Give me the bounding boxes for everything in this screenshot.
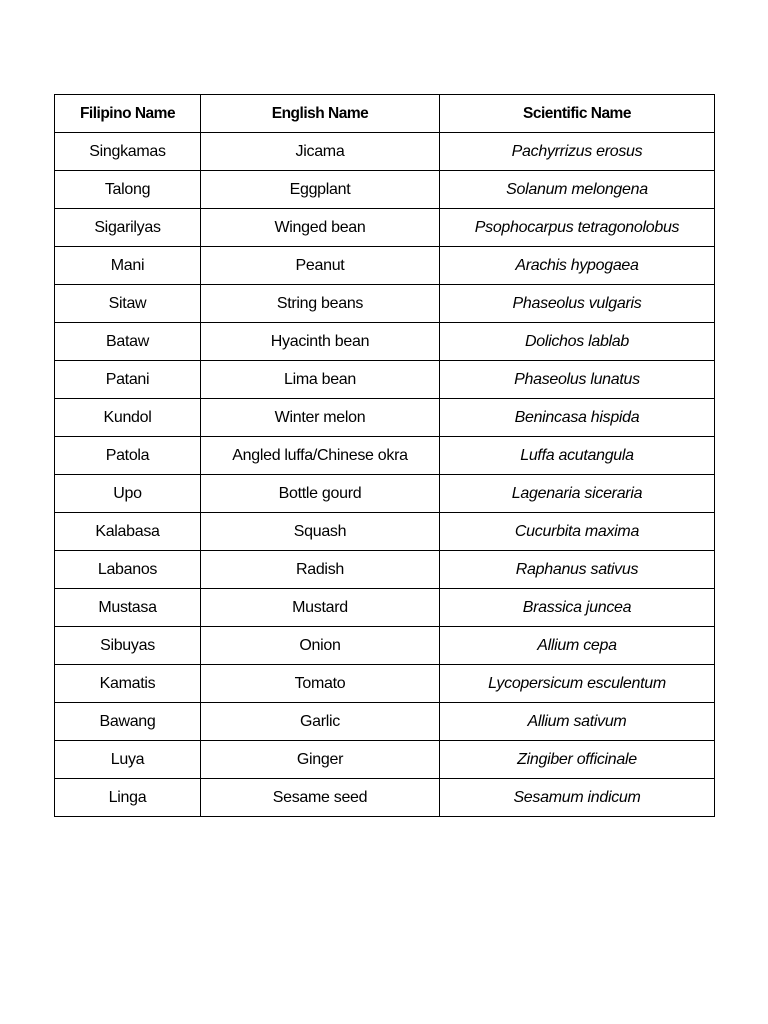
filipino-name-cell: Sitaw xyxy=(55,285,201,323)
scientific-name-cell: Solanum melongena xyxy=(440,171,715,209)
table-body xyxy=(55,133,715,817)
filipino-name-cell: Linga xyxy=(55,779,201,817)
scientific-name-cell: Allium sativum xyxy=(440,703,715,741)
filipino-name-cell: Kalabasa xyxy=(55,513,201,551)
table-row xyxy=(55,703,715,741)
english-name-cell: Sesame seed xyxy=(201,779,440,817)
scientific-name-cell: Psophocarpus tetragonolobus xyxy=(440,209,715,247)
scientific-name-cell: Raphanus sativus xyxy=(440,551,715,589)
scientific-name-cell: Phaseolus lunatus xyxy=(440,361,715,399)
scientific-name-cell: Brassica juncea xyxy=(440,589,715,627)
filipino-name-cell: Bawang xyxy=(55,703,201,741)
filipino-name-cell: Kundol xyxy=(55,399,201,437)
scientific-name-cell: Cucurbita maxima xyxy=(440,513,715,551)
filipino-name-cell: Mani xyxy=(55,247,201,285)
english-name-cell: Tomato xyxy=(201,665,440,703)
table-header-row xyxy=(55,95,715,133)
table-row xyxy=(55,247,715,285)
table-row xyxy=(55,513,715,551)
table-row xyxy=(55,551,715,589)
filipino-name-cell: Patola xyxy=(55,437,201,475)
filipino-name-cell: Kamatis xyxy=(55,665,201,703)
scientific-name-cell: Allium cepa xyxy=(440,627,715,665)
english-name-cell: Squash xyxy=(201,513,440,551)
english-name-cell: Radish xyxy=(201,551,440,589)
table-row xyxy=(55,361,715,399)
filipino-name-cell: Luya xyxy=(55,741,201,779)
filipino-name-cell: Sibuyas xyxy=(55,627,201,665)
english-name-cell: Winter melon xyxy=(201,399,440,437)
filipino-name-cell: Patani xyxy=(55,361,201,399)
table-row xyxy=(55,627,715,665)
table-row xyxy=(55,323,715,361)
english-name-cell: Onion xyxy=(201,627,440,665)
table-row xyxy=(55,437,715,475)
table-row xyxy=(55,475,715,513)
filipino-name-cell: Singkamas xyxy=(55,133,201,171)
table-row xyxy=(55,779,715,817)
table-row xyxy=(55,285,715,323)
table-row xyxy=(55,665,715,703)
scientific-name-cell: Arachis hypogaea xyxy=(440,247,715,285)
english-name-cell: Winged bean xyxy=(201,209,440,247)
filipino-name-cell: Labanos xyxy=(55,551,201,589)
table-row xyxy=(55,133,715,171)
scientific-name-cell: Sesamum indicum xyxy=(440,779,715,817)
vegetable-names-table xyxy=(54,94,715,817)
scientific-name-cell: Pachyrrizus erosus xyxy=(440,133,715,171)
header-scientific-name: Scientific Name xyxy=(440,95,715,133)
english-name-cell: Mustard xyxy=(201,589,440,627)
english-name-cell: Ginger xyxy=(201,741,440,779)
filipino-name-cell: Bataw xyxy=(55,323,201,361)
table-row xyxy=(55,589,715,627)
english-name-cell: Hyacinth bean xyxy=(201,323,440,361)
english-name-cell: Peanut xyxy=(201,247,440,285)
table-row xyxy=(55,171,715,209)
english-name-cell: String beans xyxy=(201,285,440,323)
table-row xyxy=(55,399,715,437)
scientific-name-cell: Lycopersicum esculentum xyxy=(440,665,715,703)
english-name-cell: Eggplant xyxy=(201,171,440,209)
filipino-name-cell: Sigarilyas xyxy=(55,209,201,247)
english-name-cell: Garlic xyxy=(201,703,440,741)
table-row xyxy=(55,209,715,247)
header-english-name: English Name xyxy=(201,95,440,133)
header-filipino-name: Filipino Name xyxy=(55,95,201,133)
scientific-name-cell: Dolichos lablab xyxy=(440,323,715,361)
filipino-name-cell: Mustasa xyxy=(55,589,201,627)
scientific-name-cell: Phaseolus vulgaris xyxy=(440,285,715,323)
scientific-name-cell: Zingiber officinale xyxy=(440,741,715,779)
scientific-name-cell: Lagenaria siceraria xyxy=(440,475,715,513)
filipino-name-cell: Upo xyxy=(55,475,201,513)
english-name-cell: Lima bean xyxy=(201,361,440,399)
table-row xyxy=(55,741,715,779)
scientific-name-cell: Luffa acutangula xyxy=(440,437,715,475)
scientific-name-cell: Benincasa hispida xyxy=(440,399,715,437)
english-name-cell: Jicama xyxy=(201,133,440,171)
filipino-name-cell: Talong xyxy=(55,171,201,209)
english-name-cell: Angled luffa/Chinese okra xyxy=(201,437,440,475)
english-name-cell: Bottle gourd xyxy=(201,475,440,513)
